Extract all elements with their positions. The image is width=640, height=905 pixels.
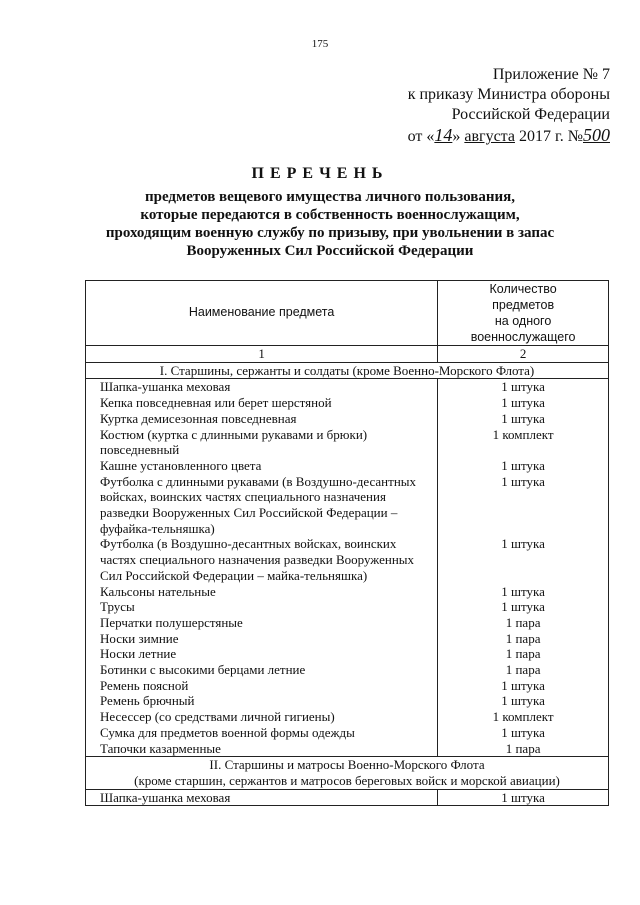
item-name: Кашне установленного цвета	[86, 458, 438, 474]
date-month: августа	[464, 128, 515, 145]
subtitle-line: Вооруженных Сил Российской Федерации	[186, 243, 474, 259]
table-row	[86, 474, 609, 537]
column-number-1: 1	[86, 346, 438, 363]
table-row	[86, 615, 609, 631]
table-row	[86, 693, 609, 709]
column-number-row	[86, 346, 609, 363]
item-name: Сумка для предметов военной формы одежды	[86, 725, 438, 741]
table-row	[86, 741, 609, 757]
document-subtitle	[80, 188, 580, 260]
quantity-header-line: предметов	[492, 298, 555, 312]
item-quantity: 1 комплект	[438, 427, 609, 458]
appendix-block	[360, 65, 610, 147]
section-2-line: (кроме старшин, сержантов и матросов береговых войск и морской авиации)	[134, 772, 560, 788]
column-header-name: Наименование предмета	[86, 281, 438, 346]
quantity-header-line: Количество	[489, 282, 557, 296]
item-quantity: 1 штука	[438, 458, 609, 474]
appendix-title: Приложение № 7	[492, 66, 610, 83]
table-row	[86, 631, 609, 647]
table-row	[86, 411, 609, 427]
item-quantity: 1 пара	[438, 631, 609, 647]
items-table	[85, 280, 609, 806]
appendix-federation: Российской Федерации	[451, 106, 610, 123]
item-quantity: 1 штука	[438, 678, 609, 694]
table-row	[86, 678, 609, 694]
item-name: Носки летние	[86, 646, 438, 662]
item-name: Ремень поясной	[86, 678, 438, 694]
table-row	[86, 599, 609, 615]
table-row	[86, 395, 609, 411]
date-year: 2017 г. №	[514, 128, 583, 145]
appendix-date-line	[360, 125, 610, 147]
item-quantity: 1 пара	[438, 615, 609, 631]
page-number: 175	[311, 38, 329, 50]
table-row	[86, 709, 609, 725]
quantity-header-line: военнослужащего	[470, 330, 576, 344]
item-quantity: 1 штука	[438, 599, 609, 615]
item-quantity: 1 штука	[438, 725, 609, 741]
subtitle-line: которые передаются в собственность военнослужащим,	[140, 207, 520, 223]
table-row	[86, 584, 609, 600]
table-row	[86, 427, 609, 458]
item-name: Трусы	[86, 599, 438, 615]
section-row	[86, 757, 609, 789]
item-name: Куртка демисезонная повседневная	[86, 411, 438, 427]
quantity-header-line: на одного	[494, 314, 552, 328]
item-name: Шапка-ушанка меховая	[86, 379, 438, 395]
date-mid: »	[452, 128, 465, 145]
table-row	[86, 646, 609, 662]
column-number-2: 2	[438, 346, 609, 363]
document-title: ПЕРЕЧЕНЬ	[251, 165, 389, 182]
item-quantity: 1 штука	[438, 395, 609, 411]
table-row	[86, 379, 609, 395]
item-name: Тапочки казарменные	[86, 741, 438, 757]
section-row	[86, 362, 609, 379]
item-quantity: 1 штука	[438, 474, 609, 537]
table-row	[86, 662, 609, 678]
section-1-title: I. Старшины, сержанты и солдаты (кроме Военно-Морского Флота)	[86, 362, 609, 379]
table-row	[86, 458, 609, 474]
date-day: 14	[434, 125, 453, 145]
section-2-title	[86, 757, 609, 789]
table-row	[86, 789, 609, 806]
item-name: Ботинки с высокими берцами летние	[86, 662, 438, 678]
item-quantity: 1 штука	[438, 411, 609, 427]
item-name: Несессер (со средствами личной гигиены)	[86, 709, 438, 725]
table-header-row	[86, 281, 609, 346]
item-quantity: 1 пара	[438, 741, 609, 757]
item-quantity: 1 штука	[438, 693, 609, 709]
item-name: Кепка повседневная или берет шерстяной	[86, 395, 438, 411]
subtitle-line: проходящим военную службу по призыву, при увольнении в запас	[105, 225, 555, 241]
item-quantity: 1 комплект	[438, 709, 609, 725]
order-number: 500	[583, 125, 610, 145]
item-quantity: 1 пара	[438, 646, 609, 662]
appendix-order-ref: к приказу Министра обороны	[407, 86, 610, 103]
item-name: Кальсоны нательные	[86, 584, 438, 600]
table-row	[86, 725, 609, 741]
item-quantity: 1 штука	[438, 379, 609, 395]
item-quantity: 1 штука	[438, 789, 609, 806]
date-prefix: от «	[407, 128, 435, 145]
item-name: Футболка (в Воздушно-десантных войсках, воинских частях специального назначения разведки Вооруженных Сил Российской Федерации – майка-тельняшка)	[86, 536, 438, 583]
item-name: Костюм (куртка с длинными рукавами и брюки) повседневный	[86, 427, 438, 458]
item-quantity: 1 штука	[438, 584, 609, 600]
section-2-line: II. Старшины и матросы Военно-Морского Флота	[209, 757, 485, 773]
column-header-quantity	[438, 281, 609, 346]
item-quantity: 1 пара	[438, 662, 609, 678]
item-quantity: 1 штука	[438, 536, 609, 583]
table-row	[86, 536, 609, 583]
item-name: Футболка с длинными рукавами (в Воздушно-десантных войсках, воинских частях специального назначения разведки Вооруженных Сил Российской Федерации – фуфайка-тельняшка)	[86, 474, 438, 537]
item-name: Ремень брючный	[86, 693, 438, 709]
subtitle-line: предметов вещевого имущества личного пользования,	[144, 189, 516, 205]
item-name: Перчатки полушерстяные	[86, 615, 438, 631]
item-name: Шапка-ушанка меховая	[86, 789, 438, 806]
item-name: Носки зимние	[86, 631, 438, 647]
